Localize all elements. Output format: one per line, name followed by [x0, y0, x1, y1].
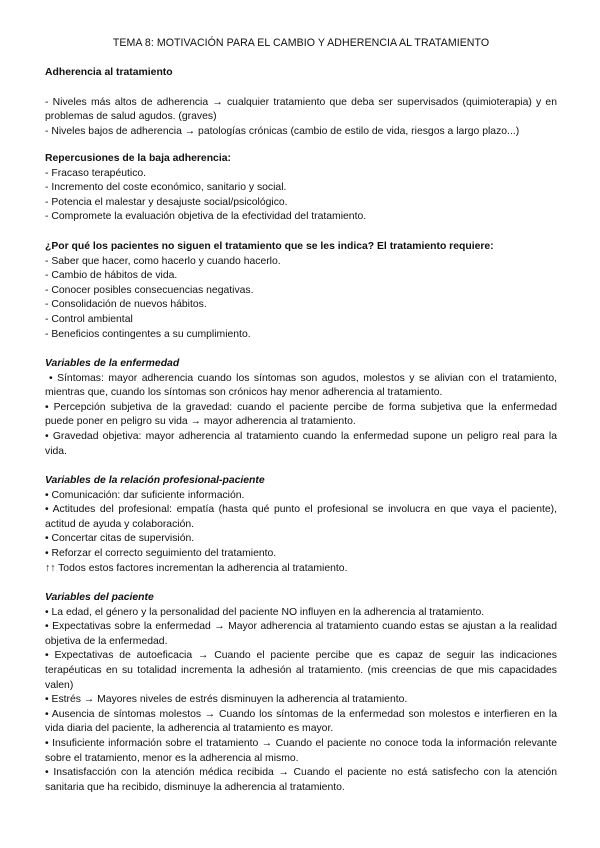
list-item: - Control ambiental	[45, 313, 133, 325]
section-heading: Variables de la enfermedad	[45, 358, 180, 369]
list-item: - Incremento del coste económico, sanitario y social.	[45, 182, 287, 194]
section-heading: ¿Por qué los pacientes no siguen el tratamiento que se les indica? El tratamiento requiere:	[45, 241, 494, 252]
paragraph: • Insatisfacción con la atención médica recibida → Cuando el paciente no está satisfecho con la atención sanitaria que ha recibido, disminuye la adherencia al tratamiento.	[45, 767, 557, 793]
section-paciente	[45, 591, 557, 795]
paragraph: • Gravedad objetiva: mayor adherencia al tratamiento cuando la enfermedad supone un peligro real para la vida.	[45, 430, 557, 457]
list-item: - Saber que hacer, como hacerlo y cuando hacerlo.	[45, 255, 281, 267]
paragraph: • Actitudes del profesional: empatía (hasta qué punto el profesional se involucra en que vaya el paciente), actitud de ayuda y colaboración.	[45, 504, 557, 530]
document-title: TEMA 8: MOTIVACIÓN PARA EL CAMBIO Y ADHERENCIA AL TRATAMIENTO	[112, 37, 490, 49]
paragraph: ↑↑ Todos estos factores incrementan la adherencia al tratamiento.	[45, 562, 348, 574]
list-item: - Potencia el malestar y desajuste social/psicológico.	[45, 196, 288, 208]
paragraph: - Niveles más altos de adherencia → cualquier tratamiento que deba ser supervisados (quimioterapia) y en problemas de salud agudos. (graves)	[45, 96, 557, 123]
section-heading: Repercusiones de la baja adherencia:	[45, 153, 231, 164]
section-adherencia	[45, 66, 557, 139]
section-heading: Adherencia al tratamiento	[45, 67, 173, 78]
paragraph: • La edad, el género y la personalidad del paciente NO influyen en la adherencia al tratamiento.	[45, 606, 485, 618]
paragraph: • Expectativas sobre la enfermedad → Mayor adherencia al tratamiento cuando estas se ajustan a la realidad objetiva de la enfermedad.	[45, 621, 557, 647]
list-item: - Conocer posibles consecuencias negativas.	[45, 284, 254, 296]
paragraph: • Percepción subjetiva de la gravedad: cuando el paciente percibe de forma subjetiva que la enfermedad puede poner en peligro su vida → mayor adherencia al tratamiento.	[45, 401, 557, 428]
list-item: - Fracaso terapéutico.	[45, 167, 147, 179]
paragraph: • Comunicación: dar suficiente información.	[45, 489, 245, 501]
section-relacion	[45, 474, 557, 576]
paragraph: • Síntomas: mayor adherencia cuando los síntomas son agudos, molestos y se alivian con el tratamiento, mientras que, cuando los síntomas son crónicos hay menor adherencia al tratamiento.	[45, 372, 557, 399]
list-item: - Compromete la evaluación objetiva de la efectividad del tratamiento.	[45, 211, 367, 223]
paragraph: • Expectativas de autoeficacia → Cuando el paciente percibe que es capaz de seguir las indicaciones terapéuticas en su totalidad incrementa la adhesión al tratamiento. (mis creencias de que mis capacidades valen)	[45, 650, 557, 691]
section-heading: Variables de la relación profesional-paciente	[45, 475, 265, 486]
list-item: - Consolidación de nuevos hábitos.	[45, 299, 207, 311]
paragraph: - Niveles bajos de adherencia → patologías crónicas (cambio de estilo de vida, riesgos a largo plazo...)	[45, 125, 520, 137]
list-item: - Cambio de hábitos de vida.	[45, 270, 178, 282]
paragraph: • Estrés → Mayores niveles de estrés disminuyen la adherencia al tratamiento.	[45, 694, 408, 706]
paragraph: • Concertar citas de supervisión.	[45, 533, 195, 545]
paragraph: • Ausencia de síntomas molestos → Cuando los síntomas de la enfermedad son molestos e interfieren en la vida diaria del paciente, la adherencia al tratamiento es mayor.	[45, 708, 557, 735]
section-heading: Variables del paciente	[45, 592, 154, 603]
paragraph: • Reforzar el correcto seguimiento del tratamiento.	[45, 547, 277, 559]
section-enfermedad	[45, 357, 557, 459]
section-repercusiones	[45, 152, 557, 225]
list-item: - Beneficios contingentes a su cumplimiento.	[45, 328, 251, 340]
section-porque	[45, 240, 557, 342]
paragraph: • Insuficiente información sobre el tratamiento → Cuando el paciente no conoce toda la información relevante sobre el tratamiento, menor es la adherencia al mismo.	[45, 737, 557, 764]
